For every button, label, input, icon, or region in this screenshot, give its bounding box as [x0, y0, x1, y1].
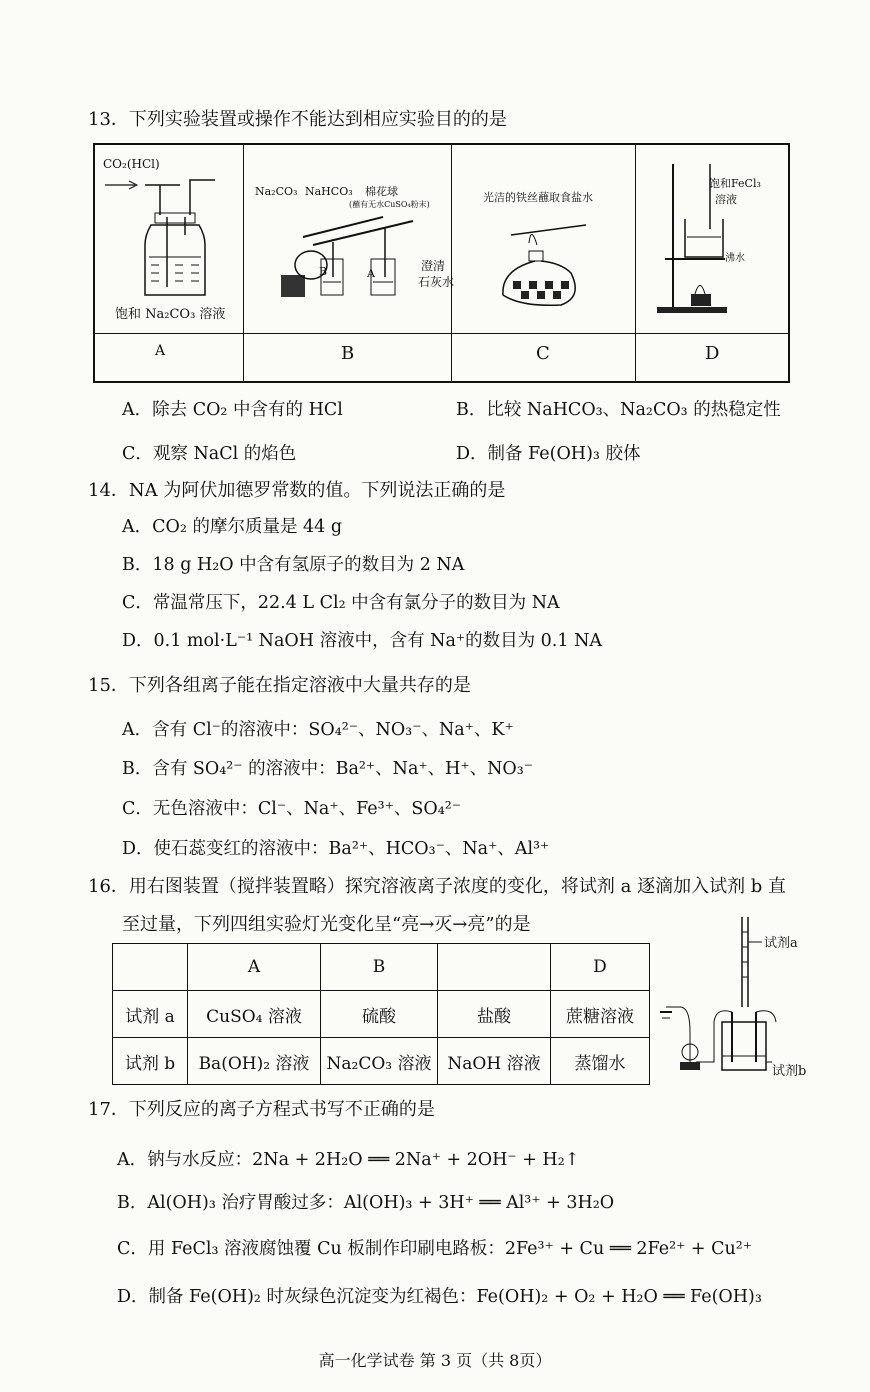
q15-option-b: B．含有 SO₄²⁻ 的溶液中：Ba²⁺、Na⁺、H⁺、NO₃⁻: [122, 759, 534, 779]
fig-b-label-cotton: 棉花球: [365, 185, 398, 198]
q14-option-c: C．常温常压下，22.4 L Cl₂ 中含有氯分子的数目为 NA: [122, 593, 560, 613]
fig-row-divider: [95, 333, 788, 334]
q15-stem: 15．下列各组离子能在指定溶液中大量共存的是: [88, 675, 471, 696]
table-cell: 蔗糖溶液: [551, 991, 650, 1038]
q17-option-b: B．Al(OH)₃ 治疗胃酸过多：Al(OH)₃ + 3H⁺ ══ Al³⁺ + 3H₂O: [117, 1193, 615, 1213]
q17-option-c: C．用 FeCl₃ 溶液腐蚀覆 Cu 板制作印刷电路板：2Fe³⁺ + Cu ══ 2Fe²⁺ + Cu²⁺: [117, 1239, 753, 1259]
q13-stem: 13．下列实验装置或操作不能达到相应实验目的的是: [88, 109, 507, 130]
table-cell: Na₂CO₃ 溶液: [321, 1038, 438, 1085]
gas-washing-bottle-icon: [105, 175, 235, 300]
table-cell: 硫酸: [321, 991, 438, 1038]
page-footer: 高一化学试卷 第 3 页（共 8页）: [318, 1351, 552, 1370]
q13-figure-table: [93, 143, 790, 383]
fig-b-label-na2co3: Na₂CO₃: [255, 185, 298, 198]
iron-stand-beaker-icon: [655, 159, 735, 319]
q15-option-c: C．无色溶液中：Cl⁻、Na⁺、Fe³⁺、SO₄²⁻: [122, 799, 461, 819]
table-row: [113, 991, 650, 1038]
q16-table: [112, 943, 650, 1085]
q13-option-d: D．制备 Fe(OH)₃ 胶体: [456, 444, 641, 464]
q16-stem-line2: 至过量，下列四组实验灯光变化呈“亮→灭→亮”的是: [122, 914, 531, 935]
fig-a-gas-label: CO₂(HCl): [103, 157, 160, 171]
fig-b-label-limewater1: 澄清: [421, 259, 446, 273]
fig-b-label-cuso4: (蘸有无水CuSO₄粉末): [349, 200, 430, 209]
table-cell: D: [551, 944, 650, 991]
table-cell: [438, 944, 551, 991]
q14-option-b: B．18 g H₂O 中含有氢原子的数目为 2 NA: [122, 555, 465, 575]
fig-cell-label-c: C: [536, 343, 550, 364]
fig-cell-label-b: B: [341, 343, 355, 364]
fig-label-reagent-b: 试剂b: [772, 1064, 807, 1079]
q14-option-a: A．CO₂ 的摩尔质量是 44 g: [122, 517, 343, 537]
q13-option-b: B．比较 NaHCO₃、Na₂CO₃ 的热稳定性: [456, 400, 781, 420]
q16-stem-line1: 16．用右图装置（搅拌装置略）探究溶液离子浓度的变化，将试剂 a 逐滴加入试剂 b 直: [88, 876, 787, 897]
fig-b-label-limewater2: 石灰水: [418, 275, 455, 289]
fig-b-tube-a: A: [367, 267, 375, 280]
table-row: [113, 944, 650, 991]
table-cell: Ba(OH)₂ 溶液: [188, 1038, 321, 1085]
table-row: [113, 1038, 650, 1085]
table-cell: [113, 944, 188, 991]
fig-c-label: 光洁的铁丝蘸取食盐水: [483, 191, 593, 204]
table-cell: 蒸馏水: [551, 1038, 650, 1085]
q13-option-c: C．观察 NaCl 的焰色: [122, 444, 297, 464]
heating-apparatus-icon: [273, 207, 423, 302]
fig-a-liquid-label: 饱和 Na₂CO₃ 溶液: [115, 307, 226, 322]
q17-stem: 17．下列反应的离子方程式书写不正确的是: [88, 1099, 435, 1120]
q14-stem: 14．NA 为阿伏加德罗常数的值。下列说法正确的是: [88, 480, 506, 501]
table-cell: NaOH 溶液: [438, 1038, 551, 1085]
table-cell: A: [188, 944, 321, 991]
table-cell: 盐酸: [438, 991, 551, 1038]
table-cell: CuSO₄ 溶液: [188, 991, 321, 1038]
alcohol-lamp-icon: [491, 215, 601, 310]
q15-option-d: D．使石蕊变红的溶液中：Ba²⁺、HCO₃⁻、Na⁺、Al³⁺: [122, 839, 550, 859]
q14-option-d: D．0.1 mol·L⁻¹ NaOH 溶液中，含有 Na⁺的数目为 0.1 NA: [122, 631, 603, 651]
fig-d-label-boiling-water: 沸水: [725, 253, 745, 264]
q17-option-a: A．钠与水反应：2Na + 2H₂O ══ 2Na⁺ + 2OH⁻ + H₂↑: [117, 1150, 580, 1170]
fig-b-tube-b: B: [319, 265, 328, 278]
q13-option-a: A．除去 CO₂ 中含有的 HCl: [122, 400, 343, 420]
fig-label-reagent-a: 试剂a: [764, 936, 798, 951]
fig-d-label-solution: 溶液: [715, 193, 737, 206]
fig-cell-label-a: A: [155, 343, 166, 359]
table-cell: 试剂 b: [113, 1038, 188, 1085]
q15-option-a: A．含有 Cl⁻的溶液中：SO₄²⁻、NO₃⁻、Na⁺、K⁺: [122, 720, 514, 740]
fig-cell-a: [95, 145, 244, 381]
table-cell: 试剂 a: [113, 991, 188, 1038]
q17-option-d: D．制备 Fe(OH)₂ 时灰绿色沉淀变为红褐色：Fe(OH)₂ + O₂ + H₂O ══ Fe(OH)₃: [117, 1287, 762, 1307]
fig-d-label-fecl3: 饱和FeCl₃: [709, 177, 761, 190]
table-cell: B: [321, 944, 438, 991]
fig-b-label-nahco3: NaHCO₃: [305, 185, 353, 198]
fig-cell-label-d: D: [705, 343, 720, 364]
